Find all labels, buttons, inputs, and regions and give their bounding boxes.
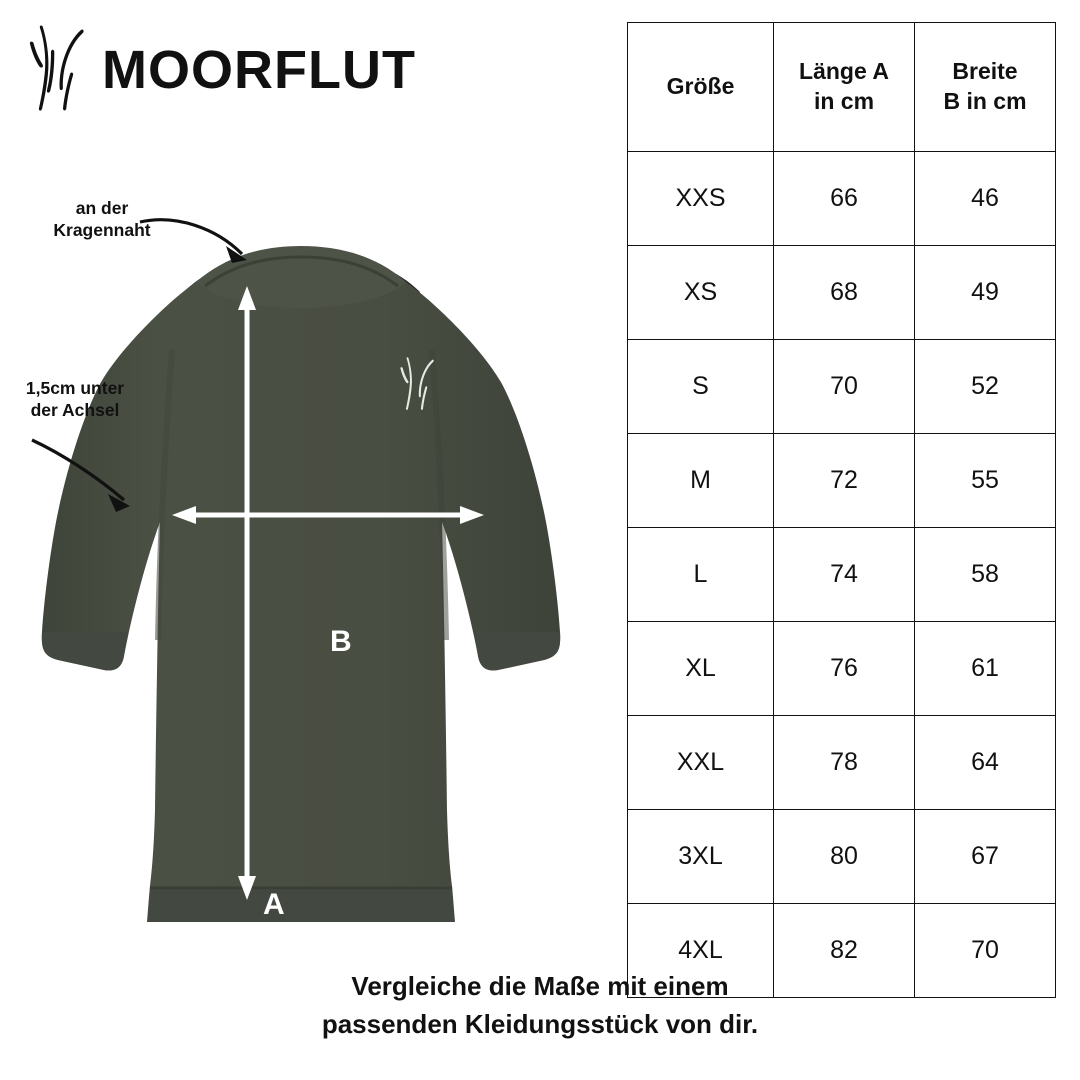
cell-size: XXS (628, 152, 774, 246)
sweatshirt-drawing (0, 170, 620, 960)
table-row (628, 716, 1056, 810)
cell-width: 58 (915, 528, 1056, 622)
table-row (628, 152, 1056, 246)
header-width-line2: B in cm (943, 88, 1027, 114)
table-row (628, 810, 1056, 904)
header-length-line1: Länge A (799, 58, 889, 85)
cell-length: 68 (774, 246, 915, 340)
cell-width: 49 (915, 246, 1056, 340)
cell-length: 66 (774, 152, 915, 246)
size-table (627, 22, 1056, 998)
footer-line-2: passenden Kleidungsstück von dir. (321, 1008, 759, 1039)
cell-length: 82 (774, 904, 915, 998)
callout-armpit-line2: der Achsel (30, 399, 120, 420)
callout-collar-line2: Kragennaht (53, 219, 151, 240)
cell-size: XS (628, 246, 774, 340)
cell-width: 52 (915, 340, 1056, 434)
footer-note (0, 968, 1080, 1043)
cell-size: XXL (628, 716, 774, 810)
header-width (915, 23, 1056, 152)
callout-armpit (0, 378, 150, 422)
cell-width: 46 (915, 152, 1056, 246)
dimension-label-length: A (263, 888, 285, 921)
size-chart (627, 22, 1055, 998)
moorflut-reed-mark-icon (26, 22, 88, 118)
cell-length: 80 (774, 810, 915, 904)
footer-line-1: Vergleiche die Maße mit einem (351, 971, 729, 1001)
dimension-label-width: B (330, 625, 352, 658)
cell-size: S (628, 340, 774, 434)
brand-logo (26, 22, 416, 118)
cell-width: 64 (915, 716, 1056, 810)
table-row (628, 528, 1056, 622)
table-row (628, 434, 1056, 528)
garment-illustration (0, 170, 620, 960)
table-row (628, 622, 1056, 716)
cell-length: 70 (774, 340, 915, 434)
table-row (628, 246, 1056, 340)
header-width-line1: Breite (952, 58, 1018, 85)
cell-width: 67 (915, 810, 1056, 904)
callout-collar (22, 198, 182, 242)
table-row (628, 340, 1056, 434)
callout-collar-line1: an der (75, 198, 129, 218)
cell-size: M (628, 434, 774, 528)
cell-size: XL (628, 622, 774, 716)
cell-width: 55 (915, 434, 1056, 528)
cell-length: 76 (774, 622, 915, 716)
cell-width: 70 (915, 904, 1056, 998)
table-header-row (628, 23, 1056, 152)
cell-size: L (628, 528, 774, 622)
cell-length: 74 (774, 528, 915, 622)
header-size: Größe (628, 23, 774, 152)
header-length (774, 23, 915, 152)
brand-name: MOORFLUT (102, 40, 416, 100)
cell-size: 3XL (628, 810, 774, 904)
callout-armpit-line1: 1,5cm unter (25, 378, 125, 398)
cell-length: 78 (774, 716, 915, 810)
cell-width: 61 (915, 622, 1056, 716)
header-length-line2: in cm (813, 88, 875, 114)
cell-length: 72 (774, 434, 915, 528)
cell-size: 4XL (628, 904, 774, 998)
